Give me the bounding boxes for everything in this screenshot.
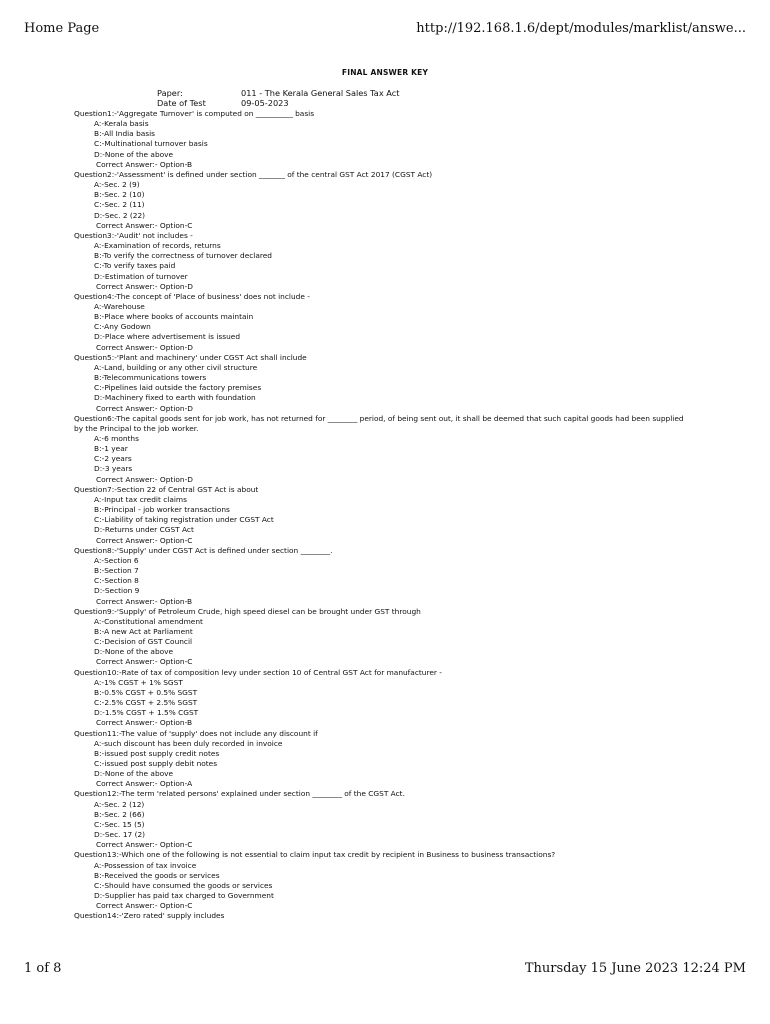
- option-text: C:-2 years: [94, 454, 132, 464]
- option-text: B:-issued post supply credit notes: [94, 748, 220, 758]
- option-text: B:-1 year: [94, 444, 128, 454]
- option-text: A:-Sec. 2 (12): [94, 799, 145, 809]
- question-block: [74, 170, 694, 231]
- correct-answer: Correct Answer:- Option-B: [96, 718, 193, 728]
- question-text: Question14:-'Zero rated' supply includes: [74, 911, 225, 921]
- question-text: Question7:-Section 22 of Central GST Act is about: [74, 484, 259, 494]
- question-block: [74, 353, 694, 414]
- option-text: A:-Section 6: [94, 555, 139, 565]
- question-block: [74, 109, 694, 170]
- answer-key-list: [74, 109, 694, 922]
- option-text: B:-Place where books of accounts maintain: [94, 312, 254, 322]
- option-text: B:-A new Act at Parliament: [94, 626, 193, 636]
- option-text: B:-Sec. 2 (66): [94, 809, 145, 819]
- question-text: Question2:-'Assessment' is defined under section _______ of the central GST Act 2017 (CGST Act): [74, 169, 433, 179]
- question-text: Question12:-The term 'related persons' explained under section ________ of the CGST Act.: [74, 789, 405, 799]
- option-text: B:-0.5% CGST + 0.5% SGST: [94, 687, 198, 697]
- correct-answer: Correct Answer:- Option-C: [96, 657, 193, 667]
- option-text: D:-Returns under CGST Act: [94, 525, 194, 535]
- question-block: [74, 231, 694, 292]
- question-block: [74, 850, 694, 911]
- meta-value: 09-05-2023: [241, 98, 289, 109]
- option-text: C:-Sec. 15 (5): [94, 819, 145, 829]
- option-text: A:-Sec. 2 (9): [94, 180, 140, 190]
- option-text: A:-such discount has been duly recorded in invoice: [94, 738, 283, 748]
- correct-answer: Correct Answer:- Option-D: [96, 403, 193, 413]
- question-text: Question1:-'Aggregate Turnover' is computed on __________ basis: [74, 109, 315, 118]
- option-text: C:-Decision of GST Council: [94, 637, 193, 647]
- question-text: Question9:-'Supply' of Petroleum Crude, high speed diesel can be brought under GST through: [74, 606, 421, 616]
- correct-answer: Correct Answer:- Option-C: [96, 840, 193, 850]
- question-block: [74, 292, 694, 353]
- meta-row: [157, 88, 399, 98]
- correct-answer: Correct Answer:- Option-D: [96, 281, 193, 291]
- option-text: B:-Telecommunications towers: [94, 373, 207, 383]
- option-text: D:-Estimation of turnover: [94, 271, 188, 281]
- print-timestamp: Thursday 15 June 2023 12:24 PM: [524, 961, 746, 976]
- option-text: A:-Examination of records, returns: [94, 241, 221, 251]
- question-block: [74, 607, 694, 668]
- option-text: C:-Pipelines laid outside the factory premises: [94, 383, 262, 393]
- meta-value: 011 - The Kerala General Sales Tax Act: [241, 88, 400, 98]
- meta-row: [157, 98, 399, 108]
- option-text: A:-Warehouse: [94, 301, 145, 311]
- question-block: [74, 485, 694, 546]
- option-text: B:-Principal - job worker transactions: [94, 505, 230, 515]
- correct-answer: Correct Answer:- Option-D: [96, 474, 193, 484]
- option-text: A:-Input tax credit claims: [94, 494, 187, 504]
- option-text: D:-Section 9: [94, 586, 140, 596]
- correct-answer: Correct Answer:- Option-C: [96, 220, 193, 230]
- option-text: D:-Sec. 17 (2): [94, 830, 146, 840]
- correct-answer: Correct Answer:- Option-C: [96, 535, 193, 545]
- option-text: D:-1.5% CGST + 1.5% CGST: [94, 708, 199, 718]
- option-text: B:-Section 7: [94, 566, 139, 576]
- correct-answer: Correct Answer:- Option-D: [96, 342, 193, 352]
- correct-answer: Correct Answer:- Option-B: [96, 596, 193, 606]
- option-text: C:-Sec. 2 (11): [94, 200, 145, 210]
- question-block: [74, 546, 694, 607]
- option-text: A:-6 months: [94, 434, 139, 443]
- question-block: [74, 729, 694, 790]
- option-text: C:-Any Godown: [94, 322, 151, 332]
- option-text: A:-Constitutional amendment: [94, 616, 203, 626]
- correct-answer: Correct Answer:- Option-A: [96, 779, 193, 789]
- option-text: B:-Received the goods or services: [94, 870, 220, 880]
- option-text: D:-Sec. 2 (22): [94, 210, 146, 220]
- question-text: Question4:-The concept of 'Place of business' does not include -: [74, 291, 310, 301]
- option-text: D:-None of the above: [94, 647, 174, 657]
- option-text: D:-Machinery fixed to earth with foundation: [94, 393, 256, 403]
- option-text: A:-Kerala basis: [94, 119, 149, 129]
- option-text: D:-None of the above: [94, 149, 174, 159]
- option-text: A:-Possession of tax invoice: [94, 860, 197, 870]
- question-text: Question5:-'Plant and machinery' under CGST Act shall include: [74, 352, 307, 362]
- option-text: A:-Land, building or any other civil structure: [94, 362, 258, 372]
- correct-answer: Correct Answer:- Option-B: [96, 159, 193, 169]
- meta-label: Paper:: [157, 88, 183, 98]
- question-block: [74, 668, 694, 729]
- paper-meta: [157, 88, 399, 108]
- meta-label: Date of Test: [157, 98, 206, 109]
- option-text: D:-3 years: [94, 464, 133, 474]
- page-number: 1 of 8: [24, 961, 62, 976]
- option-text: C:-Liability of taking registration under CGST Act: [94, 515, 274, 525]
- correct-answer: Correct Answer:- Option-C: [96, 901, 193, 911]
- option-text: C:-issued post supply debit notes: [94, 759, 218, 768]
- question-text: Question3:-'Audit' not includes -: [74, 230, 193, 240]
- page-title: FINAL ANSWER KEY: [341, 68, 429, 77]
- option-text: C:-2.5% CGST + 2.5% SGST: [94, 698, 198, 708]
- option-text: C:-To verify taxes paid: [94, 261, 176, 271]
- question-text: Question11:-The value of 'supply' does not include any discount if: [74, 728, 318, 738]
- option-text: D:-None of the above: [94, 769, 174, 779]
- question-block: [74, 789, 694, 850]
- option-text: C:-Multinational turnover basis: [94, 139, 208, 149]
- option-text: A:-1% CGST + 1% SGST: [94, 677, 183, 687]
- question-text: Question10:-Rate of tax of composition levy under section 10 of Central GST Act for manufacturer -: [74, 667, 442, 677]
- question-text: Question6:-The capital goods sent for job work, has not returned for ________ period, of being sent out, it shall be deemed that such capital goods had been supplied by the Principal to the job worker.: [74, 413, 684, 433]
- option-text: B:-To verify the correctness of turnover declared: [94, 251, 272, 261]
- question-block: [74, 911, 694, 921]
- option-text: B:-All India basis: [94, 129, 156, 139]
- option-text: D:-Supplier has paid tax charged to Government: [94, 891, 274, 901]
- browser-header-title: Home Page: [24, 21, 100, 36]
- option-text: B:-Sec. 2 (10): [94, 190, 145, 200]
- option-text: D:-Place where advertisement is issued: [94, 332, 241, 342]
- option-text: C:-Section 8: [94, 576, 139, 586]
- browser-header-url: http://192.168.1.6/dept/modules/marklist/answe...: [416, 21, 746, 36]
- option-text: C:-Should have consumed the goods or services: [94, 880, 273, 890]
- question-text: Question13:-Which one of the following is not essential to claim input tax credit by recipient in Business to business transactions?: [74, 850, 556, 860]
- question-block: [74, 414, 694, 485]
- question-text: Question8:-'Supply' under CGST Act is defined under section ________.: [74, 545, 333, 555]
